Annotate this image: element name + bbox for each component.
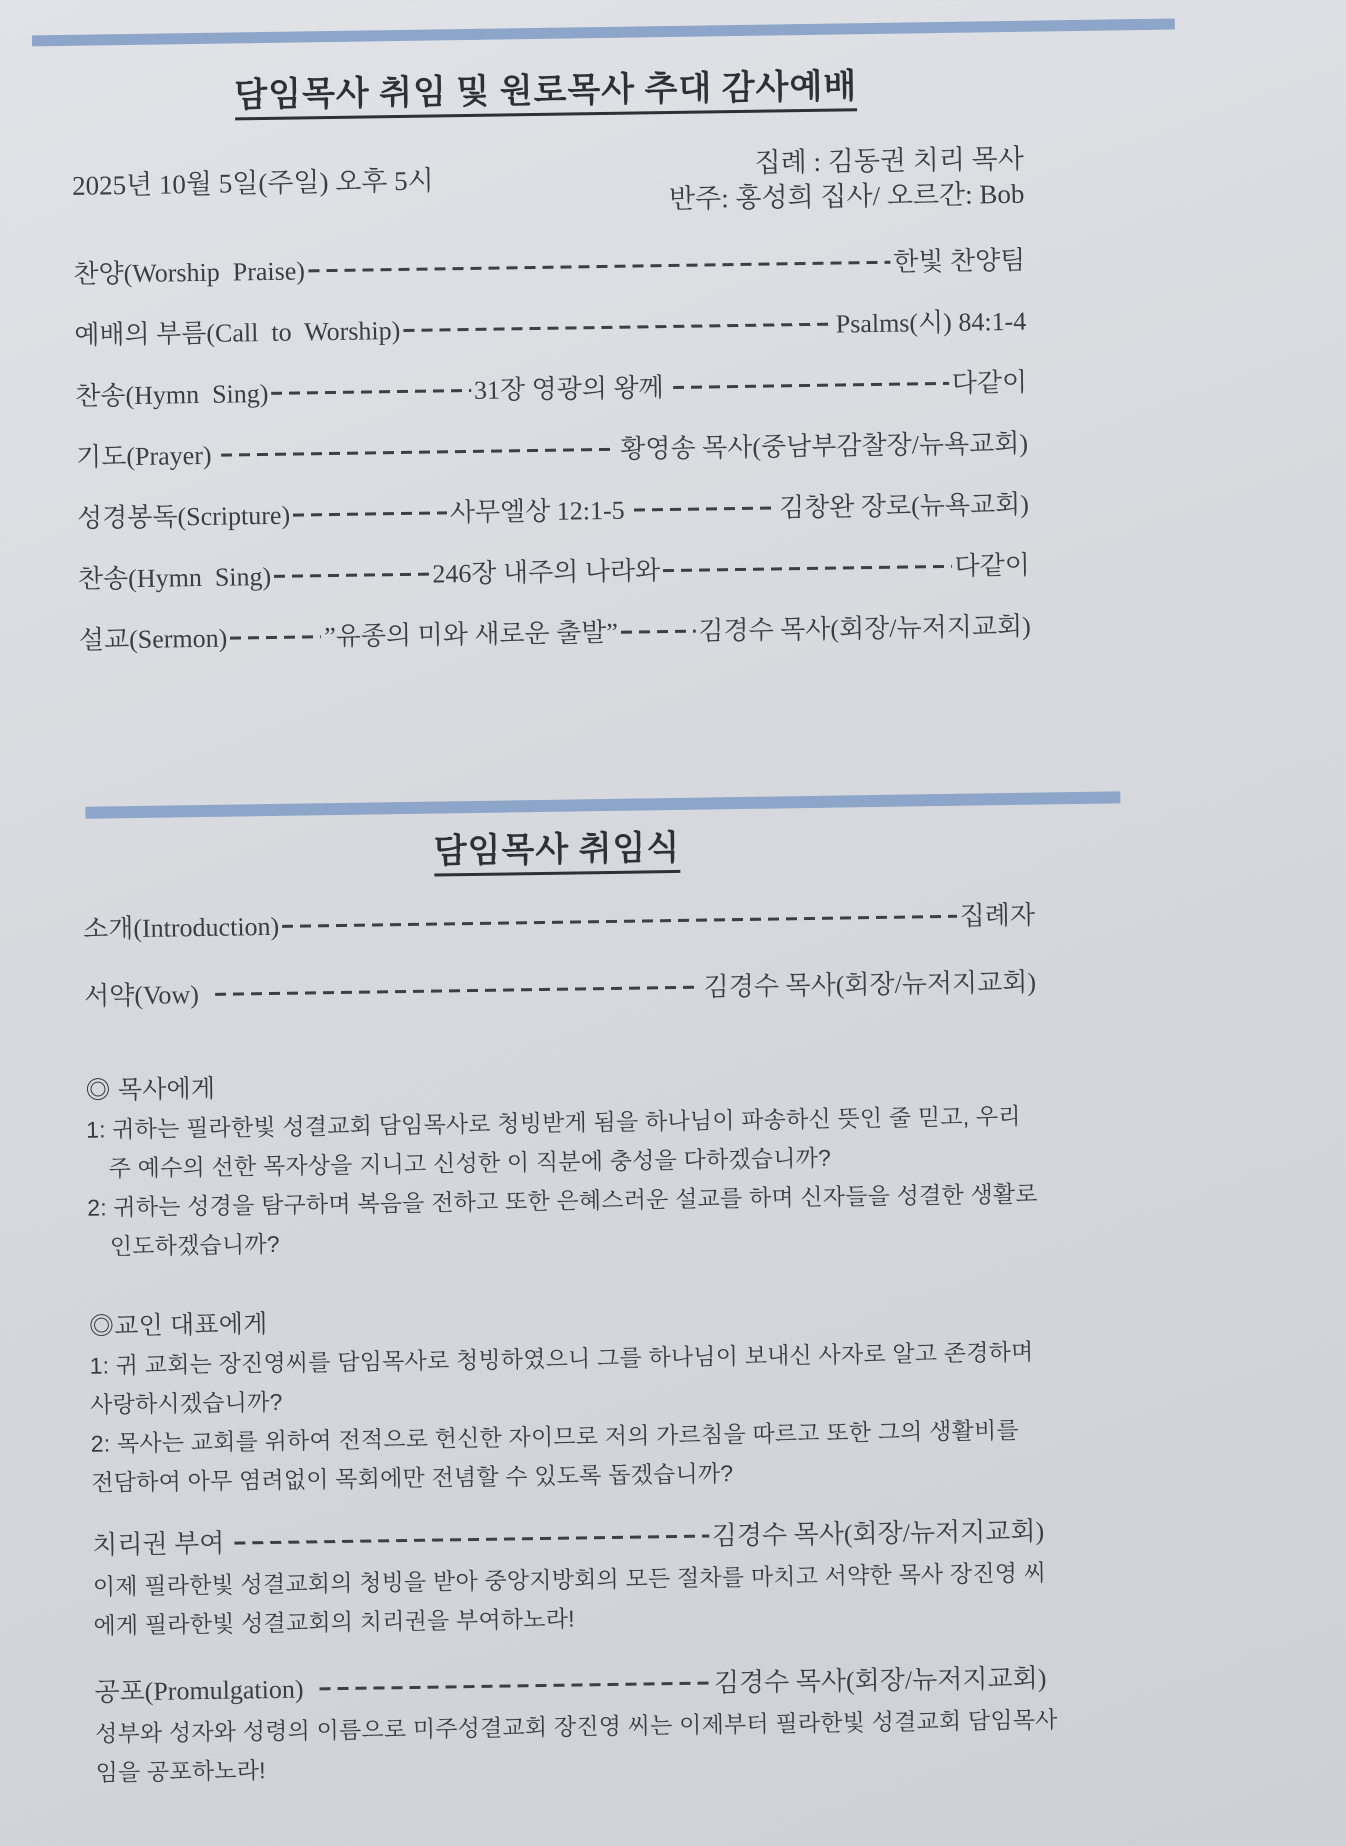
program-text: 사무엘상 12:1-5 [449,495,632,528]
program-text: 김경수 목사(회장/뉴저지교회) [711,1516,1045,1551]
program-text: 김경수 목사(회장/뉴저지교회) [698,611,1031,646]
body-text-line: 임을 공포하노라! [95,1757,266,1786]
leader-dashes [230,635,321,639]
program-line [73,240,1025,291]
vow-pastor-lines [86,1095,1148,1267]
program-line [74,301,1026,352]
meta-row [72,142,1025,226]
program-text: 설교(Sermon) [78,623,228,655]
top-divider [32,18,1175,46]
body-text-line: 주 예수의 선한 목자상을 지니고 신성한 이 직분에 충성을 다하겠습니까? [108,1144,832,1182]
promulgation-body [95,1699,1156,1793]
leader-dashes [634,506,776,511]
body-text-line: 2: 목사는 교회를 위하여 전적으로 헌신한 자이므로 저의 가르침을 따르고 또한 그의 생활비를 [90,1416,1019,1457]
program-line [79,606,1031,657]
program-line [92,1511,1044,1562]
body-text-line: 전담하여 아무 염려없이 목회에만 전념할 수 있도록 돕겠습니까? [91,1460,734,1496]
program-text: 찬양(Worship Praise) [73,256,306,289]
section-divider [85,791,1120,818]
program-text: 김경수 목사(회장/뉴저지교회) [713,1663,1047,1698]
service-datetime: 2025년 10월 5일(주일) 오후 5시 [71,165,434,201]
leader-dashes [234,1535,709,1545]
program-text: 예배의 부름(Call to Worship) [74,316,401,350]
worship-order-list [73,240,1031,657]
program-line [78,545,1030,596]
program-text: 김창완 장로(뉴욕교회) [778,489,1030,523]
program-text: 김경수 목사(회장/뉴저지교회) [703,967,1037,1002]
leader-dashes [320,1682,711,1691]
program-text: 황영송 목사(중남부감찰장/뉴욕교회) [613,428,1029,464]
program-text: 성경봉독(Scripture) [76,500,291,533]
program-text: 31장 영광의 왕께 [473,373,671,405]
body-text-line: 에게 필라한빛 성결교회의 치리권을 부여하노라! [93,1605,575,1639]
leader-dashes [663,565,951,572]
body-text-line: 성부와 성자와 성령의 이름으로 미주성결교회 장진영 씨는 이제부터 필라한빛 성결교회 담임목사 [94,1706,1058,1747]
officiant-line: 집례 : 김동권 치리 목사 [754,143,1025,178]
leader-dashes [271,389,471,395]
program-line [83,895,1035,946]
program-line [77,484,1029,535]
vow-section [85,1055,1151,1503]
leader-dashes [673,382,949,389]
program-text: 한빛 찬양팀 [893,245,1026,277]
leader-dashes [274,573,429,578]
program-text: 다같이 [951,367,1028,398]
program-line [76,423,1028,474]
body-text-line: 2: 귀하는 성경을 탐구하며 복음을 전하고 또한 은혜스러운 설교를 하며 신자들을 성결한 생활로 [87,1180,1038,1221]
program-line [94,1658,1046,1709]
program-line [75,362,1027,413]
authority-grant-body [93,1552,1154,1646]
program-text: 서약(Vow) [83,979,213,1011]
service-title-text: 담임목사 취임 및 원로목사 추대 감사예배 [234,68,857,120]
vow-pastor-heading: ◎ 목사에게 [85,1074,216,1105]
program-line [84,962,1036,1013]
vow-congregation-heading: ◎교인 대표에게 [88,1310,268,1341]
leader-dashes [621,630,695,634]
promulgation-line [94,1658,1046,1709]
program-text: 다같이 [954,550,1031,581]
accompanist-line: 반주: 홍성희 집사/ 오르간: Bob [668,178,1025,215]
vow-congregation-lines [89,1331,1151,1503]
body-text-line: 이제 필라한빛 성결교회의 청빙을 받아 중앙지방회의 모든 절차를 마치고 서약한 목사 장진영 씨 [92,1559,1047,1600]
program-text: Psalms(시) 84:1-4 [835,306,1027,339]
body-text-line: 1: 귀 교회는 장진영씨를 담임목사로 청빙하였으니 그를 하나님이 보내신 사자로 알고 존경하며 [89,1338,1034,1379]
program-text: 기도(Prayer) [75,440,219,472]
program-text: 치리권 부여 [92,1528,232,1560]
installation-order-list [83,895,1036,1013]
body-text-line: 1: 귀하는 필라한빛 성결교회 담임목사로 청빙받게 됨을 하나님이 파송하신 뜻인 줄 믿고, 우리 [85,1102,1021,1143]
installation-title-text: 담임목사 취임식 [434,830,681,877]
leader-dashes [221,448,611,457]
program-text: 집례자 [959,900,1036,931]
body-text-line: 사랑하시겠습니까? [89,1388,283,1418]
program-text: 246장 내주의 나라와 [432,556,661,589]
program-text: 찬송(Hymn Sing) [75,378,269,411]
leader-dashes [403,323,833,332]
program-text: 찬송(Hymn Sing) [77,561,272,594]
body-text-line: 인도하겠습니까? [109,1230,280,1260]
leader-dashes [308,261,890,273]
installation-title [82,821,1033,881]
program-text: ”유종의 미와 새로운 출발” [323,617,619,652]
authority-grant-line [92,1511,1044,1562]
officiants-block [668,142,1024,217]
leader-dashes [282,915,957,928]
leader-dashes [215,986,701,996]
leader-dashes [293,511,447,516]
service-title [70,62,1021,122]
program-text: 소개(Introduction) [82,911,280,944]
program-text: 공포(Promulgation) [94,1674,317,1707]
